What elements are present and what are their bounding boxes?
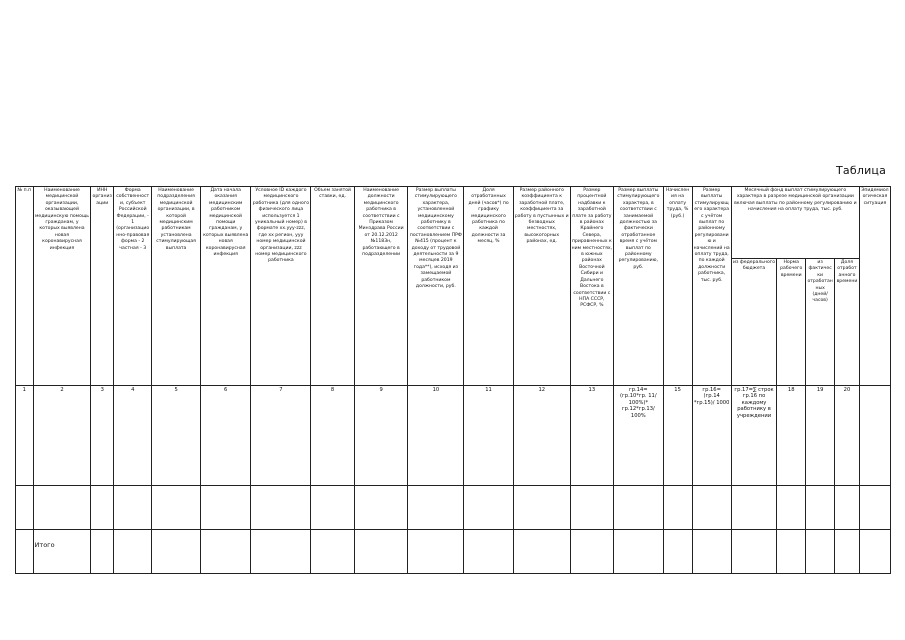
header-cell: Наименование подразделения медицинской организации, в которой медицинским работникам установлена стимулирующая выплата (152, 187, 201, 386)
number-cell: 4 (114, 386, 152, 486)
header-row (16, 187, 891, 259)
empty-cell[interactable] (408, 486, 464, 530)
empty-cell[interactable] (114, 486, 152, 530)
number-cell: 15 (663, 386, 692, 486)
header-cell: Условное ID каждого медицинского работника (для одного физического лица используется 1 уникальный номер) в формате хх.ууу-zzz, где хх регион, ууу номер медицинской организации, zzz номер медицинского работника (251, 187, 311, 386)
empty-cell[interactable] (806, 530, 835, 574)
number-cell: 13 (570, 386, 613, 486)
number-row (16, 386, 891, 486)
empty-cell[interactable] (663, 530, 692, 574)
empty-cell[interactable] (464, 486, 514, 530)
empty-cell[interactable] (251, 530, 311, 574)
number-cell: гр.16= (гр.14 *гр.15)/ 1000 (692, 386, 731, 486)
number-cell: 1 (16, 386, 34, 486)
empty-cell[interactable] (570, 530, 613, 574)
empty-cell[interactable] (251, 486, 311, 530)
header-cell: Наименование медицинской организации, оказывающей медицинскую помощь гражданам, у которых выявлена новая коронавирусная инфекция (33, 187, 91, 386)
empty-cell[interactable] (614, 530, 664, 574)
empty-cell[interactable] (311, 486, 354, 530)
empty-cell[interactable] (408, 530, 464, 574)
table-caption: Таблица (836, 164, 887, 177)
total-label-cell (33, 530, 91, 574)
empty-cell[interactable] (859, 530, 890, 574)
header-cell: Дата начала оказания медицинским работником медицинской помощи гражданам, у которых выявлена новая коронавирусная инфекция (200, 187, 251, 386)
empty-cell[interactable] (835, 486, 860, 530)
number-cell: гр.14= (гр.10*гр. 11/ 100%)* гр.12*гр.13/ 100% (614, 386, 664, 486)
header-cell: ИНН организации (91, 187, 114, 386)
number-cell: 5 (152, 386, 201, 486)
empty-cell[interactable] (731, 486, 776, 530)
number-cell: 11 (464, 386, 514, 486)
header-cell: из фактически отработанных (дней/часов) (806, 259, 835, 386)
empty-cell[interactable] (16, 530, 34, 574)
empty-cell[interactable] (200, 486, 251, 530)
number-cell: 8 (311, 386, 354, 486)
empty-cell[interactable] (152, 486, 201, 530)
number-cell (859, 386, 890, 486)
empty-cell[interactable] (354, 486, 408, 530)
header-group-cell: Месячный фонд выплат стимулирующего характера в разрезе медицинской организации включая выплаты по районному регулированию и начисления на оплату труда, тыс. руб. (731, 187, 859, 259)
number-cell: 7 (251, 386, 311, 486)
header-cell: Размер выплаты стимулирующего характера с учётом выплат по районному регулированию и начислений на оплату труда, по каждой должности работника, тыс. руб. (692, 187, 731, 386)
header-cell: Норма рабочего времени (777, 259, 806, 386)
empty-cell[interactable] (91, 530, 114, 574)
empty-cell[interactable] (513, 486, 570, 530)
empty-cell[interactable] (777, 530, 806, 574)
empty-cell[interactable] (835, 530, 860, 574)
empty-cell[interactable] (33, 486, 91, 530)
header-cell: Доля отработанного времени (835, 259, 860, 386)
header-cell: № п.п (16, 187, 34, 386)
empty-cell[interactable] (663, 486, 692, 530)
number-cell: 20 (835, 386, 860, 486)
empty-cell[interactable] (614, 486, 664, 530)
empty-cell[interactable] (354, 530, 408, 574)
header-cell: Эпидемиологическая ситуация (859, 187, 890, 386)
empty-cell[interactable] (777, 486, 806, 530)
empty-cell[interactable] (806, 486, 835, 530)
total-label: Итого (34, 541, 55, 549)
number-cell: 6 (200, 386, 251, 486)
header-cell: Доля отработанных дней (часов*) по графику медицинского работника по каждой должности за месяц, % (464, 187, 514, 386)
empty-cell[interactable] (859, 486, 890, 530)
total-row (16, 530, 891, 574)
empty-cell[interactable] (200, 530, 251, 574)
number-cell: 2 (33, 386, 91, 486)
header-cell: Форма собственности, субъект Российской Федерации, - 1 (организационно-правовая форма - 2 частная - 3 (114, 187, 152, 386)
empty-cell[interactable] (570, 486, 613, 530)
empty-cell[interactable] (692, 486, 731, 530)
empty-cell[interactable] (464, 530, 514, 574)
header-cell: Размер районного коэффициента к заработной плате, коэффициента за работу в пустынных и безводных местностях, высокогорных районах, ед. (513, 187, 570, 386)
empty-cell[interactable] (114, 530, 152, 574)
table-row (16, 486, 891, 530)
empty-cell[interactable] (513, 530, 570, 574)
empty-cell[interactable] (16, 486, 34, 530)
empty-cell[interactable] (731, 530, 776, 574)
number-cell: 10 (408, 386, 464, 486)
header-cell: Размер выплаты стимулирующего характера, установленной медицинскому работнику в соответствии с постановлением ПРФ №415 (процент к доходу от трудовой деятельности за 9 месяцев 2019 года**), исходя из замещаемой работником должности, руб. (408, 187, 464, 386)
header-cell: Размер выплаты стимулирующего характера, в соответствии с занимаемой должностью за фактически отработанное время с учётом выплат по районному регулированию, руб. (614, 187, 664, 386)
header-cell: из федерального бюджета (731, 259, 776, 386)
empty-cell[interactable] (91, 486, 114, 530)
header-cell: Наименование должности медицинского работника в соответствии с Приказом Минздрава России от 20.12.2012 №1183н, работающего в подразделении (354, 187, 408, 386)
number-cell: 9 (354, 386, 408, 486)
number-cell: 3 (91, 386, 114, 486)
number-cell: 12 (513, 386, 570, 486)
empty-cell[interactable] (152, 530, 201, 574)
number-cell: 18 (777, 386, 806, 486)
header-cell: Начисления на оплату труда, % (руб.) (663, 187, 692, 386)
empty-cell[interactable] (692, 530, 731, 574)
number-cell: 19 (806, 386, 835, 486)
header-cell: Объем занятой ставки, ед. (311, 187, 354, 386)
report-table (15, 186, 891, 574)
empty-cell[interactable] (311, 530, 354, 574)
header-cell: Размер процентной надбавки к заработной плате за работу в районах Крайнего Севера, приравненных к ним местностях, в южных районах Восточной Сибири и Дальнего Востока в соответствии с НПА СССР, РСФСР, % (570, 187, 613, 386)
number-cell: гр.17=∑ строк гр.16 по каждому работнику в учреждении (731, 386, 776, 486)
